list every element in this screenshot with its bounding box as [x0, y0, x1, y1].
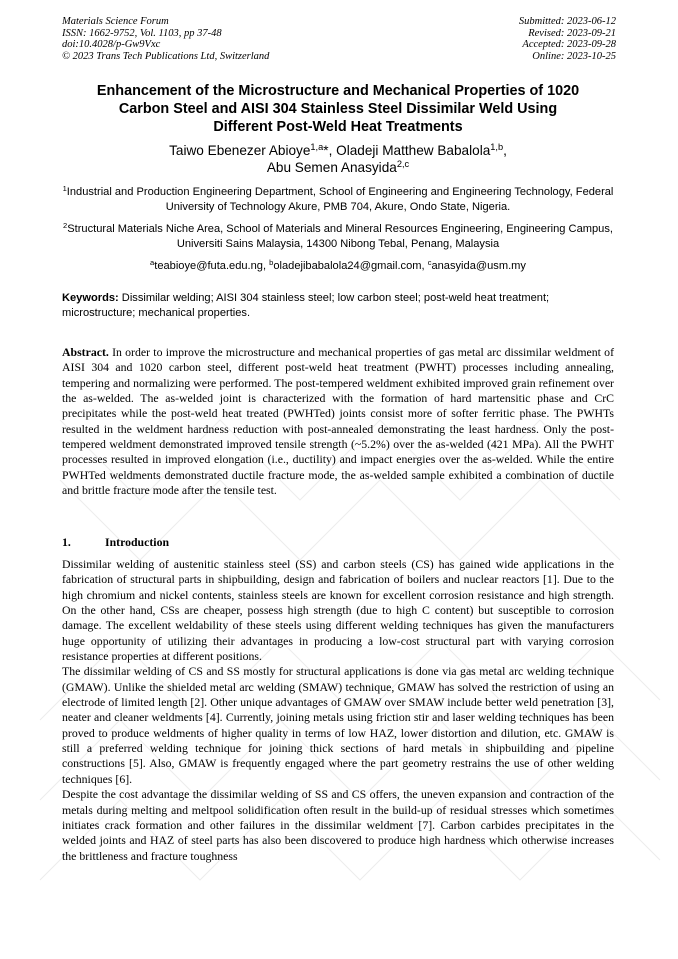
date-online: Online: 2023-10-25: [532, 50, 616, 62]
date-accepted: Accepted: 2023-09-28: [522, 39, 616, 50]
affiliation-marker: 2: [63, 220, 68, 230]
section-title: Introduction: [105, 535, 170, 549]
paragraph: The dissimilar welding of CS and SS mostly for structural applications is done via gas metal arc welding technique (GMAW). Unlike the shielded metal arc welding (SMAW) technique, GMAW has solved the restriction of using an electrode of limited length [2]. Other unique advantages of GMAW over SMAW include better weld penetration [3], neater and cleaner weldments [4]. Currently, joining metals using friction stir and laser welding techniques has been proved to produce weldments of higher quality in terms of low HAZ, lower distortion and dilution, etc. GMAW is still a preferred welding technique for joining thick sections of hard metals in shipbuilding and pipeline constructions [5]. Also, GMAW is frequently engaged where the part geometry restrains the use of other welding techniques [6].: [62, 664, 614, 786]
author-line-1: [62, 142, 614, 159]
author-affiliation-marker: 1,b: [490, 141, 504, 152]
email-link[interactable]: teabioye@futa.edu.ng,: [154, 260, 270, 272]
paragraph: Dissimilar welding of austenitic stainless steel (SS) and carbon steels (CS) has gained wide applications in the fabrication of structural parts in shipbuilding, design and fabrication of boilers and nuclear reactors [1]. Due to the high chromium and nickel contents, stainless steels are known for excellent corrosion resistance and high strength. On the other hand, CSs are cheaper, possess high strength (due to high C content) but susceptible to corrosion damage. The excellent weldability of these steels using different welding techniques has given the manufacturers huge opportunity of utilizing their advantages in producing a low-cost structural part with varying corrosion resistance properties at different positions.: [62, 557, 614, 664]
section-number: 1.: [62, 535, 71, 549]
author-emails: [62, 259, 614, 274]
author-affiliation-marker: 1,a: [310, 141, 324, 152]
author-name: Taiwo Ebenezer Abioye: [169, 143, 311, 158]
journal-doi: doi:10.4028/p-Gw9Vxc: [62, 39, 161, 50]
author-separator: ,: [328, 143, 337, 158]
email-marker: a: [150, 257, 155, 267]
journal-name: Materials Science Forum: [62, 16, 169, 27]
affiliation-1: [62, 185, 614, 215]
author-separator: ,: [503, 143, 507, 158]
author-name: Oladeji Matthew Babalola: [336, 143, 491, 158]
date-revised: Revised: 2023-09-21: [528, 27, 616, 39]
journal-issn: ISSN: 1662-9752, Vol. 1103, pp 37-48: [62, 27, 222, 39]
keywords-label: Keywords:: [62, 292, 119, 304]
author-name: Abu Semen Anasyida: [266, 160, 397, 175]
journal-copyright: © 2023 Trans Tech Publications Ltd, Switzerland: [62, 50, 270, 62]
date-submitted: Submitted: 2023-06-12: [518, 16, 616, 27]
affiliation-text: Industrial and Production Engineering Department, School of Engineering and Engineering Technology, Federal University of Technology Akure, PMB 704, Akure, Ondo State, Nigeria.: [66, 186, 614, 213]
title-line: Carbon Steel and AISI 304 Stainless Steel Dissimilar Weld Using: [118, 101, 558, 117]
email-link[interactable]: anasyida@usm.my: [431, 260, 526, 272]
affiliation-text: Structural Materials Niche Area, School of Materials and Mineral Resources Engineering, Engineering Campus, Universiti Sains Malaysia, 14300 Nibong Tebal, Penang, Malaysia: [67, 223, 613, 250]
title-line: Different Post-Weld Heat Treatments: [213, 119, 463, 135]
author-line-2: [62, 159, 614, 176]
abstract-label: Abstract.: [62, 345, 109, 359]
email-marker: b: [269, 257, 274, 267]
corresponding-author-marker: *: [323, 143, 329, 158]
title-line: Enhancement of the Microstructure and Mechanical Properties of 1020: [96, 83, 580, 99]
author-list: [62, 142, 614, 176]
abstract-text: In order to improve the microstructure and mechanical properties of gas metal arc dissimilar weldment of AISI 304 and 1020 carbon steel, different post-weld heat treatment (PWHT) processes including annealing, tempering and normalizing were performed. The post-tempered weldment exhibited improved grain refinement over the as-welded. The as-welded joint is characterized with the formation of hard martensitic phase and CrC precipitates while the post-weld heat treated (PWHTed) joints consist more of softer ferritic phase. The PWHTs resulted in the weldment hardness reduction with post-annealed demonstrating the least hardness. Only the post-tempered weldment demonstrated improved tensile strength (~5.2%) over the as-welded (421 MPa). All the PWHT processes resulted in improved elongation (i.e., ductility) and impact energies over the as-welded. While the entire PWHTed weldments demonstrated ductile fracture mode, the as-welded sample exhibited a combination of ductile and brittle fracture mode after the tensile test.: [62, 345, 614, 498]
paragraph: Despite the cost advantage the dissimilar welding of SS and CS offers, the uneven expansion and contraction of the metals during melting and meltpool solidification often result in the build-up of residual stresses which sometimes initiates crack formation and other failures in the dissimilar weldment [7]. Carbon carbides precipitates in the welded joints and HAZ of steel parts has also been discovered to produce high hardness which otherwise increases the brittleness and fracture toughness: [62, 787, 614, 863]
introduction-body: [62, 557, 614, 864]
paper-title: [62, 82, 614, 136]
submission-dates: [519, 16, 616, 62]
section-heading: [62, 535, 614, 550]
affiliation-marker: 1: [62, 183, 67, 193]
abstract-block: [62, 345, 614, 498]
journal-info: [62, 16, 269, 62]
email-marker: c: [427, 257, 432, 267]
keywords-text: Dissimilar welding; AISI 304 stainless steel; low carbon steel; post-weld heat treatment; microstructure; mechanical properties.: [62, 292, 550, 319]
email-link[interactable]: oladejibabalola24@gmail.com,: [273, 260, 428, 272]
keywords-block: [62, 291, 614, 321]
author-affiliation-marker: 2,c: [396, 158, 410, 169]
affiliation-2: [62, 222, 614, 252]
